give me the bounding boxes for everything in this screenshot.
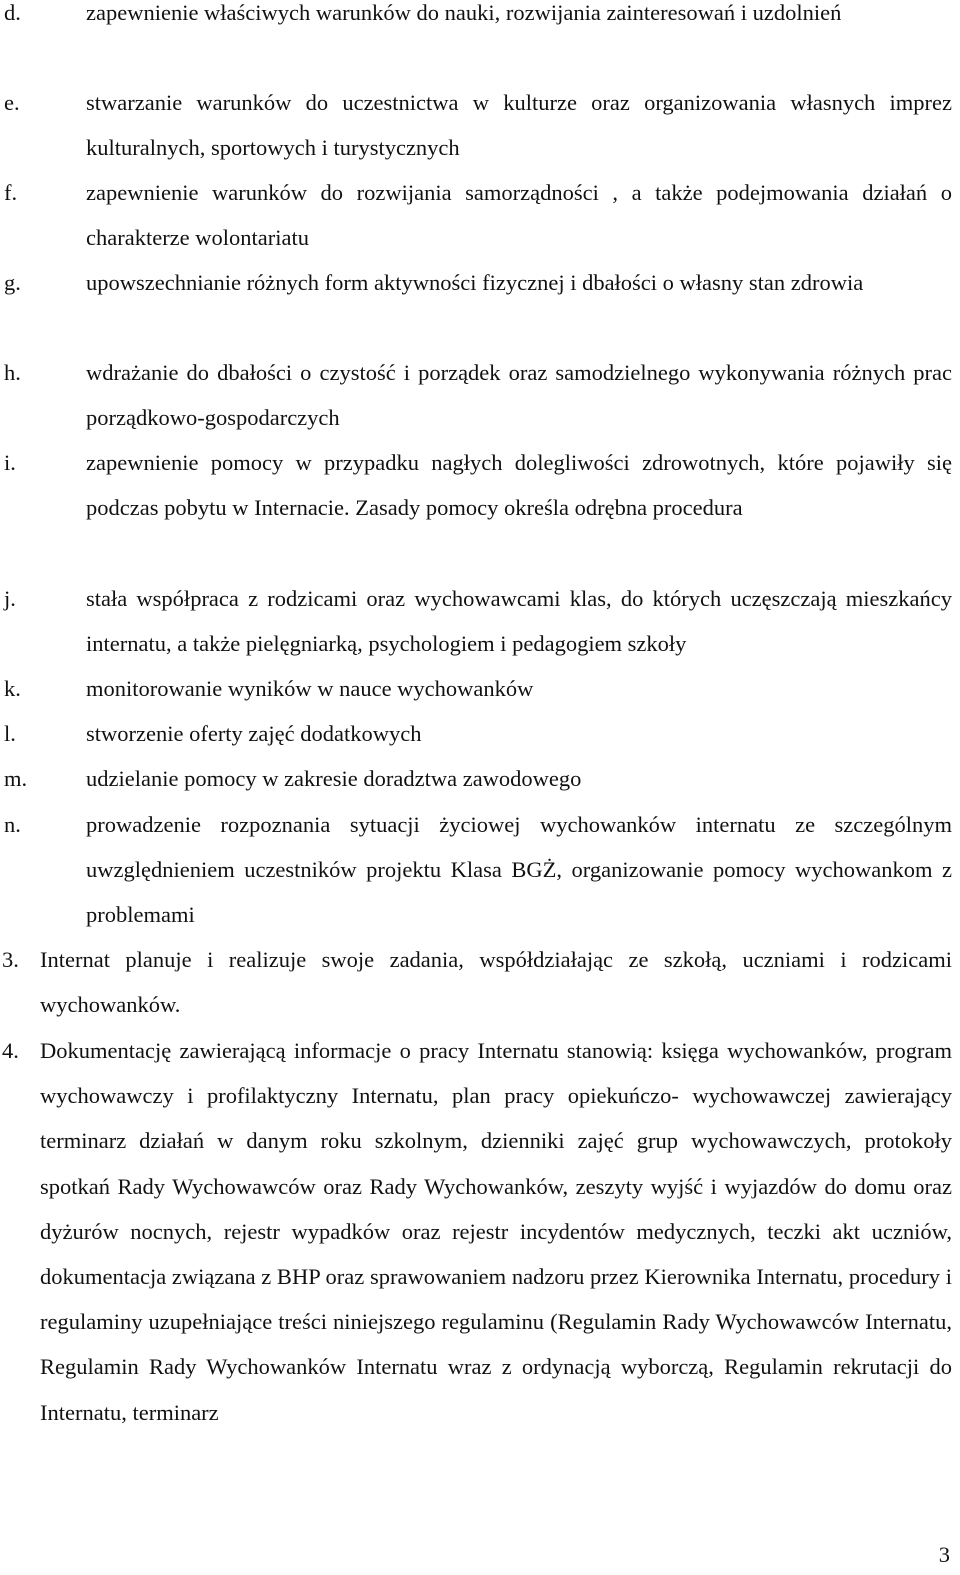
list-item-text: upowszechnianie różnych form aktywności fizycznej i dbałości o własny stan zdrowia: [86, 270, 864, 295]
list-item-text: zapewnienie warunków do rozwijania samorządności , a także podejmowania działań o charakterze wolontariatu: [86, 180, 952, 251]
list-item-text: udzielanie pomocy w zakresie doradztwa zawodowego: [86, 766, 582, 791]
numbered-item-3: [2, 937, 952, 1027]
numbered-marker: 3.: [2, 947, 19, 972]
list-item-text: stworzenie oferty zajęć dodatkowych: [86, 721, 422, 746]
list-marker: m.: [4, 766, 28, 791]
list-item-text: prowadzenie rozpoznania sytuacji życiowej wychowanków internatu ze szczególnym uwzględnieniem uczestników projektu Klasa BGŻ, organizowanie pomocy wychowankom z problemami: [86, 812, 952, 928]
list-item-e: [4, 80, 952, 170]
list-marker: d.: [4, 0, 21, 25]
list-marker: i.: [4, 450, 16, 475]
list-marker: e.: [4, 90, 20, 115]
list-item-i: [4, 440, 952, 530]
list-item-text: zapewnienie pomocy w przypadku nagłych dolegliwości zdrowotnych, które pojawiły się podczas pobytu w Internacie. Zasady pomocy określa odrębna procedura: [86, 450, 952, 521]
list-item-l: [4, 711, 952, 756]
page-number: 3: [938, 1542, 950, 1567]
list-marker: h.: [4, 360, 21, 385]
list-item-f: [4, 170, 952, 260]
list-item-text: stwarzanie warunków do uczestnictwa w kulturze oraz organizowania własnych imprez kulturalnych, sportowych i turystycznych: [86, 90, 952, 161]
list-marker: k.: [4, 676, 21, 701]
list-item-m: [4, 756, 952, 801]
list-marker: n.: [4, 812, 21, 837]
list-item-h: [4, 350, 952, 440]
list-marker: l.: [4, 721, 16, 746]
list-item-g: [4, 260, 952, 305]
list-item-n: [4, 802, 952, 938]
list-marker: j.: [4, 586, 16, 611]
list-item-j: [4, 576, 952, 666]
list-marker: f.: [4, 180, 18, 205]
numbered-item-4: [2, 1028, 952, 1435]
numbered-item-text: Internat planuje i realizuje swoje zadania, współdziałając ze szkołą, uczniami i rodzicami wychowanków.: [40, 947, 952, 1018]
list-item-text: zapewnienie właściwych warunków do nauki, rozwijania zainteresowań i uzdolnień: [86, 0, 842, 25]
numbered-item-text: Dokumentację zawierającą informacje o pracy Internatu stanowią: księga wychowanków, program wychowawczy i profilaktyczny Internatu, plan pracy opiekuńczo- wychowawczej zawierający terminarz działań w danym roku szkolnym, dzienniki zajęć grup wychowawczych, protokoły spotkań Rady Wychowawców oraz Rady Wychowanków, zeszyty wyjść i wyjazdów do domu oraz dyżurów nocnych, rejestr wypadków oraz rejestr incydentów medycznych, teczki akt uczniów, dokumentacja związana z BHP oraz sprawowaniem nadzoru przez Kierownika Internatu, procedury i regulaminy uzupełniające treści niniejszego regulaminu (Regulamin Rady Wychowawców Internatu, Regulamin Rady Wychowanków Internatu wraz z ordynacją wyborczą, Regulamin rekrutacji do Internatu, terminarz: [40, 1038, 952, 1425]
list-marker: g.: [4, 270, 21, 295]
list-item-text: wdrażanie do dbałości o czystość i porządek oraz samodzielnego wykonywania różnych prac porządkowo-gospodarczych: [86, 360, 952, 431]
list-item-d: [4, 0, 952, 35]
numbered-marker: 4.: [2, 1038, 19, 1063]
list-item-text: stała współpraca z rodzicami oraz wychowawcami klas, do których uczęszczają mieszkańcy internatu, a także pielęgniarką, psychologiem i pedagogiem szkoły: [86, 586, 952, 657]
list-item-text: monitorowanie wyników w nauce wychowanków: [86, 676, 534, 701]
list-item-k: [4, 666, 952, 711]
